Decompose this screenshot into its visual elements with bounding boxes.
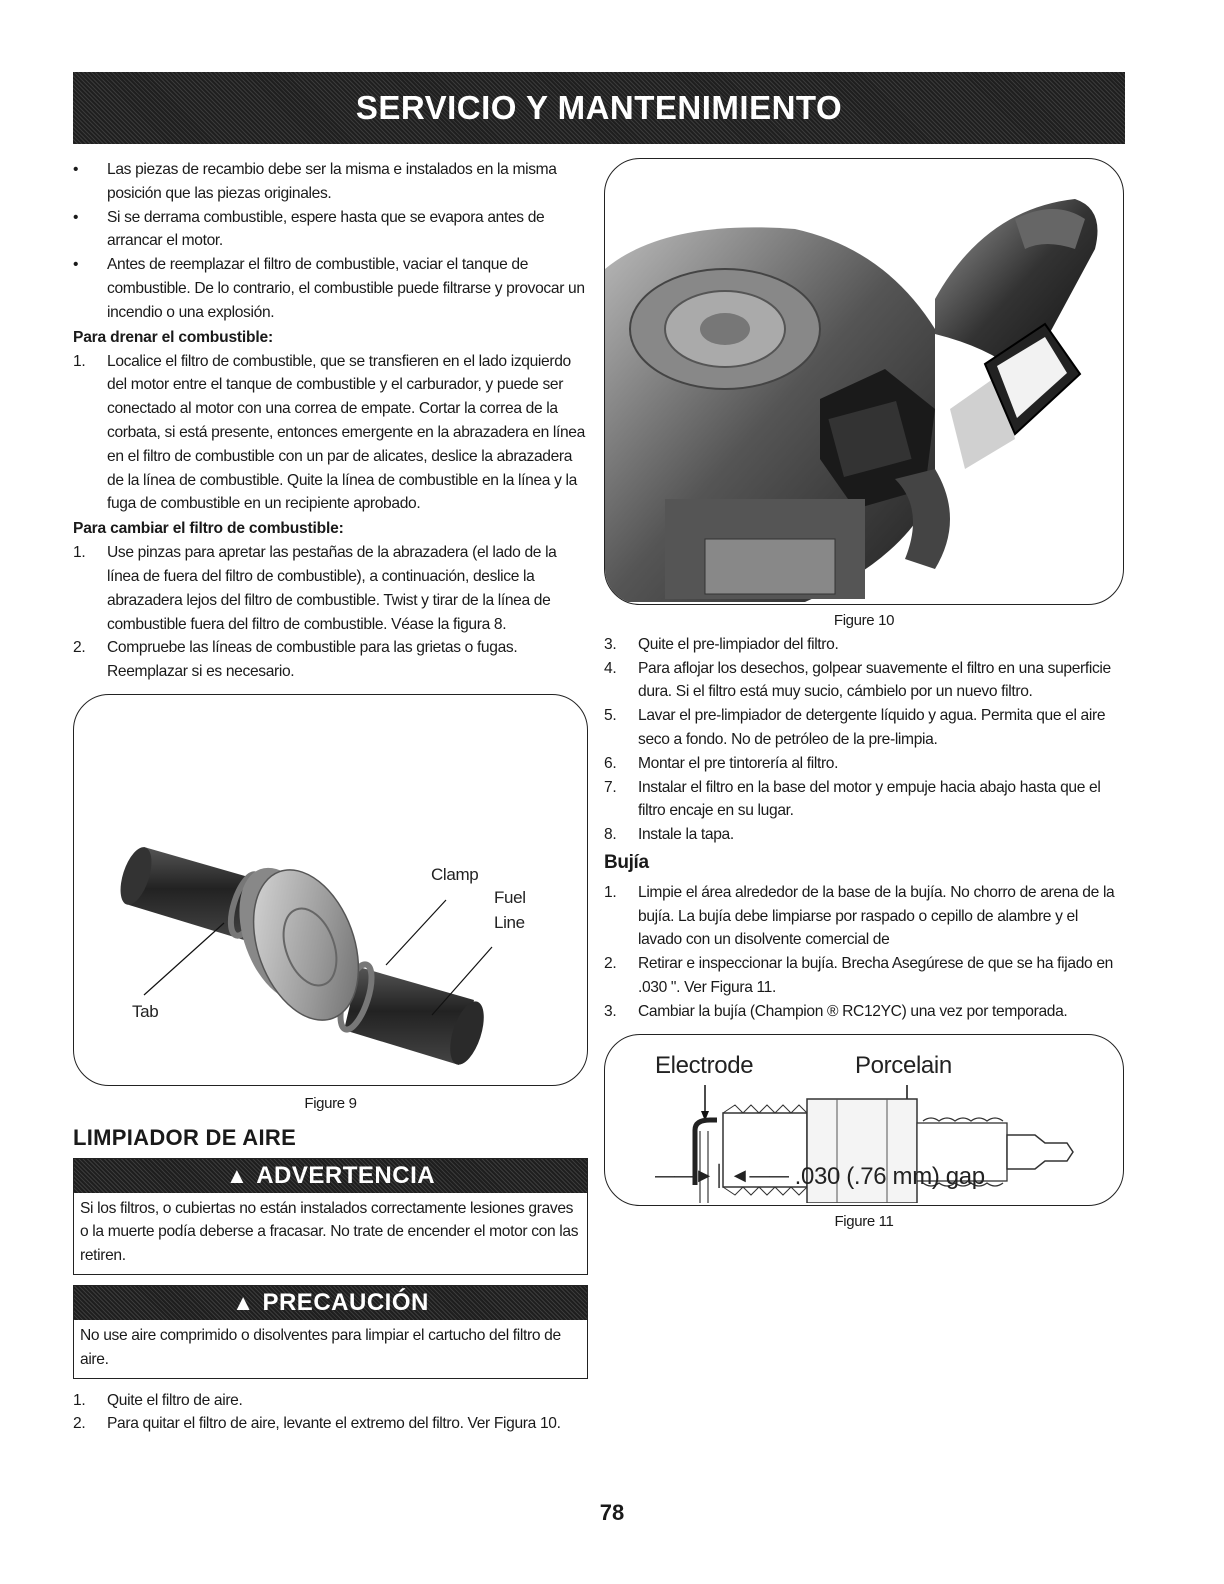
figure-10-caption: Figure 10 [833,612,895,629]
step-text: Para aflojar los desechos, golpear suavemente el filtro en una superficie dura. Si el filtro está muy sucio, cámbielo por un nuevo filtro. [638,659,1111,701]
figure-11-frame [604,1034,1124,1206]
bullet-item: • Antes de reemplazar el filtro de combustible, vaciar el tanque de combustible. De lo contrario, el combustible puede filtrarse y provocar un incendio o una explosión. [73,253,588,324]
step-number: 1. [73,352,86,370]
step-text: Lavar el pre-limpiador de detergente líquido y agua. Permita que el aire seco a fondo. No de petróleo de la pre-limpia. [638,707,1106,748]
caution-heading: PRECAUCIÓN [262,1289,429,1317]
step-text: Compruebe las líneas de combustible para las grietas o fugas. Reemplazar si es necesario. [107,639,518,681]
list-item [604,776,1124,824]
left-column [73,158,588,1436]
air-cleaner-title: LIMPIADOR DE AIRE [73,1124,297,1150]
tab-label: Tab [132,1001,159,1021]
list-item [73,636,588,684]
list-item [604,881,1124,952]
step-number: 3. [604,1002,617,1020]
caution-text: No use aire comprimido o disolventes para limpiar el cartucho del filtro de aire. [80,1326,561,1368]
clamp-pointer [386,900,446,965]
step-number: 2. [604,955,617,973]
list-item [73,1389,588,1413]
line-label: Line [494,912,525,932]
caution-header [74,1286,587,1320]
step-text: Montar el pre tintorería al filtro. [638,754,839,772]
electrode-label: Electrode [655,1051,754,1079]
list-item [604,633,1124,657]
step-text: Cambiar la bujía (Champion ® RC12YC) una vez por temporada. [638,1002,1068,1020]
list-item [73,1412,588,1436]
fuel-filter-illustration [74,695,587,1083]
warning-triangle-icon: ▲ [225,1162,249,1188]
air-cleaner-steps [73,1389,588,1437]
step-text: Instalar el filtro en la base del motor y empuje hacia abajo hasta que el filtro encaje en su lugar. [638,778,1101,820]
right-column [604,158,1124,1233]
figure-10-frame [604,158,1124,605]
gap-arrow-right: ◄—— [729,1164,789,1187]
warning-heading: ADVERTENCIA [256,1161,436,1189]
caution-box [73,1285,588,1379]
list-item [604,657,1124,705]
tab-pointer [144,923,224,995]
porcelain-label: Porcelain [855,1051,952,1079]
drain-steps [73,350,588,517]
figure-9-frame [73,694,588,1086]
bullet-item: • Las piezas de recambio debe ser la misma e instalados en la misma posición que las piezas originales. [73,158,588,206]
spark-plug-title: Bujía [604,851,649,873]
step-text: Localice el filtro de combustible, que se transfieren en el lado izquierdo del motor entre el tanque de combustible y el carburador, y puede ser conectado al motor con una correa de empate. Cortar la correa de la corbata, si está presente, entonces emergente en la abrazadera en línea en el filtro de combustible con un par de alicates, deslice la abrazadera de la línea de combustible. Quite la línea de combustible en la línea y la fuga de combustible en un recipiente aprobado. [107,352,585,513]
caution-triangle-icon: ▲ [232,1290,255,1316]
step-number: 1. [604,883,617,901]
list-item [604,704,1124,752]
figure-11-caption: Figure 11 [834,1212,894,1230]
air-cleaner-steps-continued [604,633,1124,847]
list-item [604,1000,1124,1024]
change-filter-steps [73,541,588,684]
clamp-label: Clamp [431,864,479,884]
step-number: 7. [604,778,617,796]
spark-plug-steps [604,881,1124,1024]
section-header-bar [73,72,1125,144]
step-text: Instale la tapa. [638,826,734,844]
bullet-item: • Si se derrama combustible, espere hasta que se evapora antes de arrancar el motor. [73,206,588,254]
list-item [604,952,1124,1000]
step-number: 2. [73,639,86,657]
step-number: 1. [73,544,86,562]
step-number: 5. [604,707,617,725]
page-title: SERVICIO Y MANTENIMIENTO [355,89,843,126]
list-item [73,350,588,517]
list-item [604,823,1124,847]
step-text: Limpie el área alrededor de la base de la bujía. No chorro de arena de la bujía. La bujía debe limpiarse por raspado o cepillo de alambre y el lavado con un disolvente comercial de [638,883,1115,949]
figure-9-caption: Figure 9 [304,1094,357,1112]
step-number: 6. [604,754,617,772]
list-item [604,752,1124,776]
step-number: 1. [73,1391,86,1409]
gap-label: .030 (.76 mm) gap [794,1162,985,1190]
page-number: 78 [599,1500,625,1525]
step-text: Retirar e inspeccionar la bujía. Brecha Asegúrese de que se ha fijado en .030 ". Ver Figura 11. [638,955,1113,996]
gap-arrow-left: ——►│ [655,1164,726,1187]
fuel-label: Fuel [494,887,526,907]
step-number: 3. [604,635,617,653]
step-number: 4. [604,659,617,677]
step-text: Para quitar el filtro de aire, levante el extremo del filtro. Ver Figura 10. [107,1415,561,1433]
list-item [73,541,588,636]
step-number: 2. [73,1415,86,1433]
step-text: Quite el pre-limpiador del filtro. [638,635,839,653]
step-text: Quite el filtro de aire. [107,1391,243,1409]
engine-air-filter-illustration [605,159,1123,602]
warning-box [73,1158,588,1275]
warning-text: Si los filtros, o cubiertas no están instalados correctamente lesiones graves o la muerte podía deberse a fracasar. No trate de encender el motor con las retiren. [80,1199,579,1265]
drain-fuel-heading: Para drenar el combustible: [73,328,273,346]
safety-bullets [73,158,588,325]
gap-indicator [655,1162,985,1190]
warning-header [74,1159,587,1193]
change-filter-heading: Para cambiar el filtro de combustible: [73,520,344,538]
step-text: Use pinzas para apretar las pestañas de la abrazadera (el lado de la línea de fuera del filtro de combustible), a continuación, deslice la abrazadera lejos del filtro de combustible. Twist y tirar de la línea de combustible fuera del filtro de combustible. Véase la figura 8. [107,544,557,633]
step-number: 8. [604,826,617,844]
